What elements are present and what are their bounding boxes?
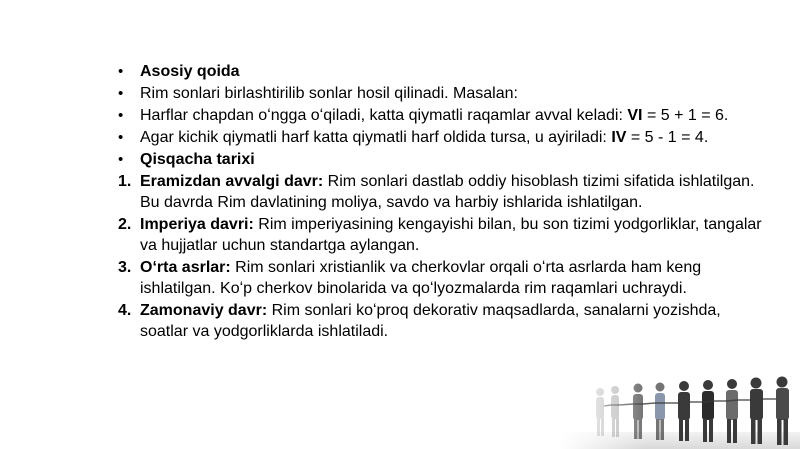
bullet-text-tail: = 5 - 1 = 4. xyxy=(626,129,709,146)
bullet-text: Agar kichik qiymatli harf katta qiymatli harf oldida tursa, u ayiriladi: xyxy=(140,129,612,146)
bullet-marker: • xyxy=(118,107,124,124)
bullet-item xyxy=(118,127,768,148)
bullet-text: Rim sonlari birlashtirilib sonlar hosil qilinadi. Masalan: xyxy=(140,85,518,102)
numbered-item xyxy=(118,214,768,256)
period-text: Rim imperiyasining kengayishi bilan, bu son tizimi yodgorliklar, tangalar va hujjatlar uchun standartga aylangan. xyxy=(140,216,762,254)
bullet-item xyxy=(118,83,768,104)
period-text: Rim sonlari koʻproq dekorativ maqsadlarda, sanalarni yozishda, soatlar va yodgorliklarda ishlatiladi. xyxy=(140,302,721,340)
bullet-marker: • xyxy=(118,85,124,102)
bullet-item xyxy=(118,105,768,126)
bullet-text: Harflar chapdan oʻngga oʻqiladi, katta qiymatli raqamlar avval keladi: xyxy=(140,107,628,124)
roman-example: VI xyxy=(627,107,643,124)
bullet-marker: • xyxy=(118,129,124,146)
section-heading: Qisqacha tarixi xyxy=(140,151,255,168)
period-title: Eramizdan avvalgi davr: xyxy=(140,173,324,190)
bullet-text-tail: = 5 + 1 = 6. xyxy=(642,107,729,124)
numbered-item xyxy=(118,171,768,213)
item-number: 1. xyxy=(118,173,132,190)
bullet-item xyxy=(118,149,768,170)
bullet-marker: • xyxy=(118,63,124,80)
period-title: Imperiya davri: xyxy=(140,216,254,233)
bullet-marker: • xyxy=(118,151,124,168)
slide-body xyxy=(118,61,768,343)
item-number: 2. xyxy=(118,216,132,233)
numbered-item xyxy=(118,257,768,299)
period-title: Zamonaviy davr: xyxy=(140,302,268,319)
roman-example: IV xyxy=(611,129,627,146)
item-number: 3. xyxy=(118,259,132,276)
period-text: Rim sonlari dastlab oddiy hisoblash tizimi sifatida ishlatilgan. Bu davrda Rim davlatining moliya, savdo va harbiy ishlarida ishlatilgan. xyxy=(140,173,755,211)
section-heading: Asosiy qoida xyxy=(140,63,240,80)
bullet-item xyxy=(118,61,768,82)
numbered-item xyxy=(118,300,768,342)
period-text: Rim sonlari xristianlik va cherkovlar orqali oʻrta asrlarda ham keng ishlatilgan. Koʻp cherkov binolarida va qoʻlyozmalarda rim raqamlari uchraydi. xyxy=(140,259,702,297)
people-holding-hands-photo xyxy=(560,370,800,449)
item-number: 4. xyxy=(118,302,132,319)
period-title: Oʻrta asrlar: xyxy=(140,259,231,276)
